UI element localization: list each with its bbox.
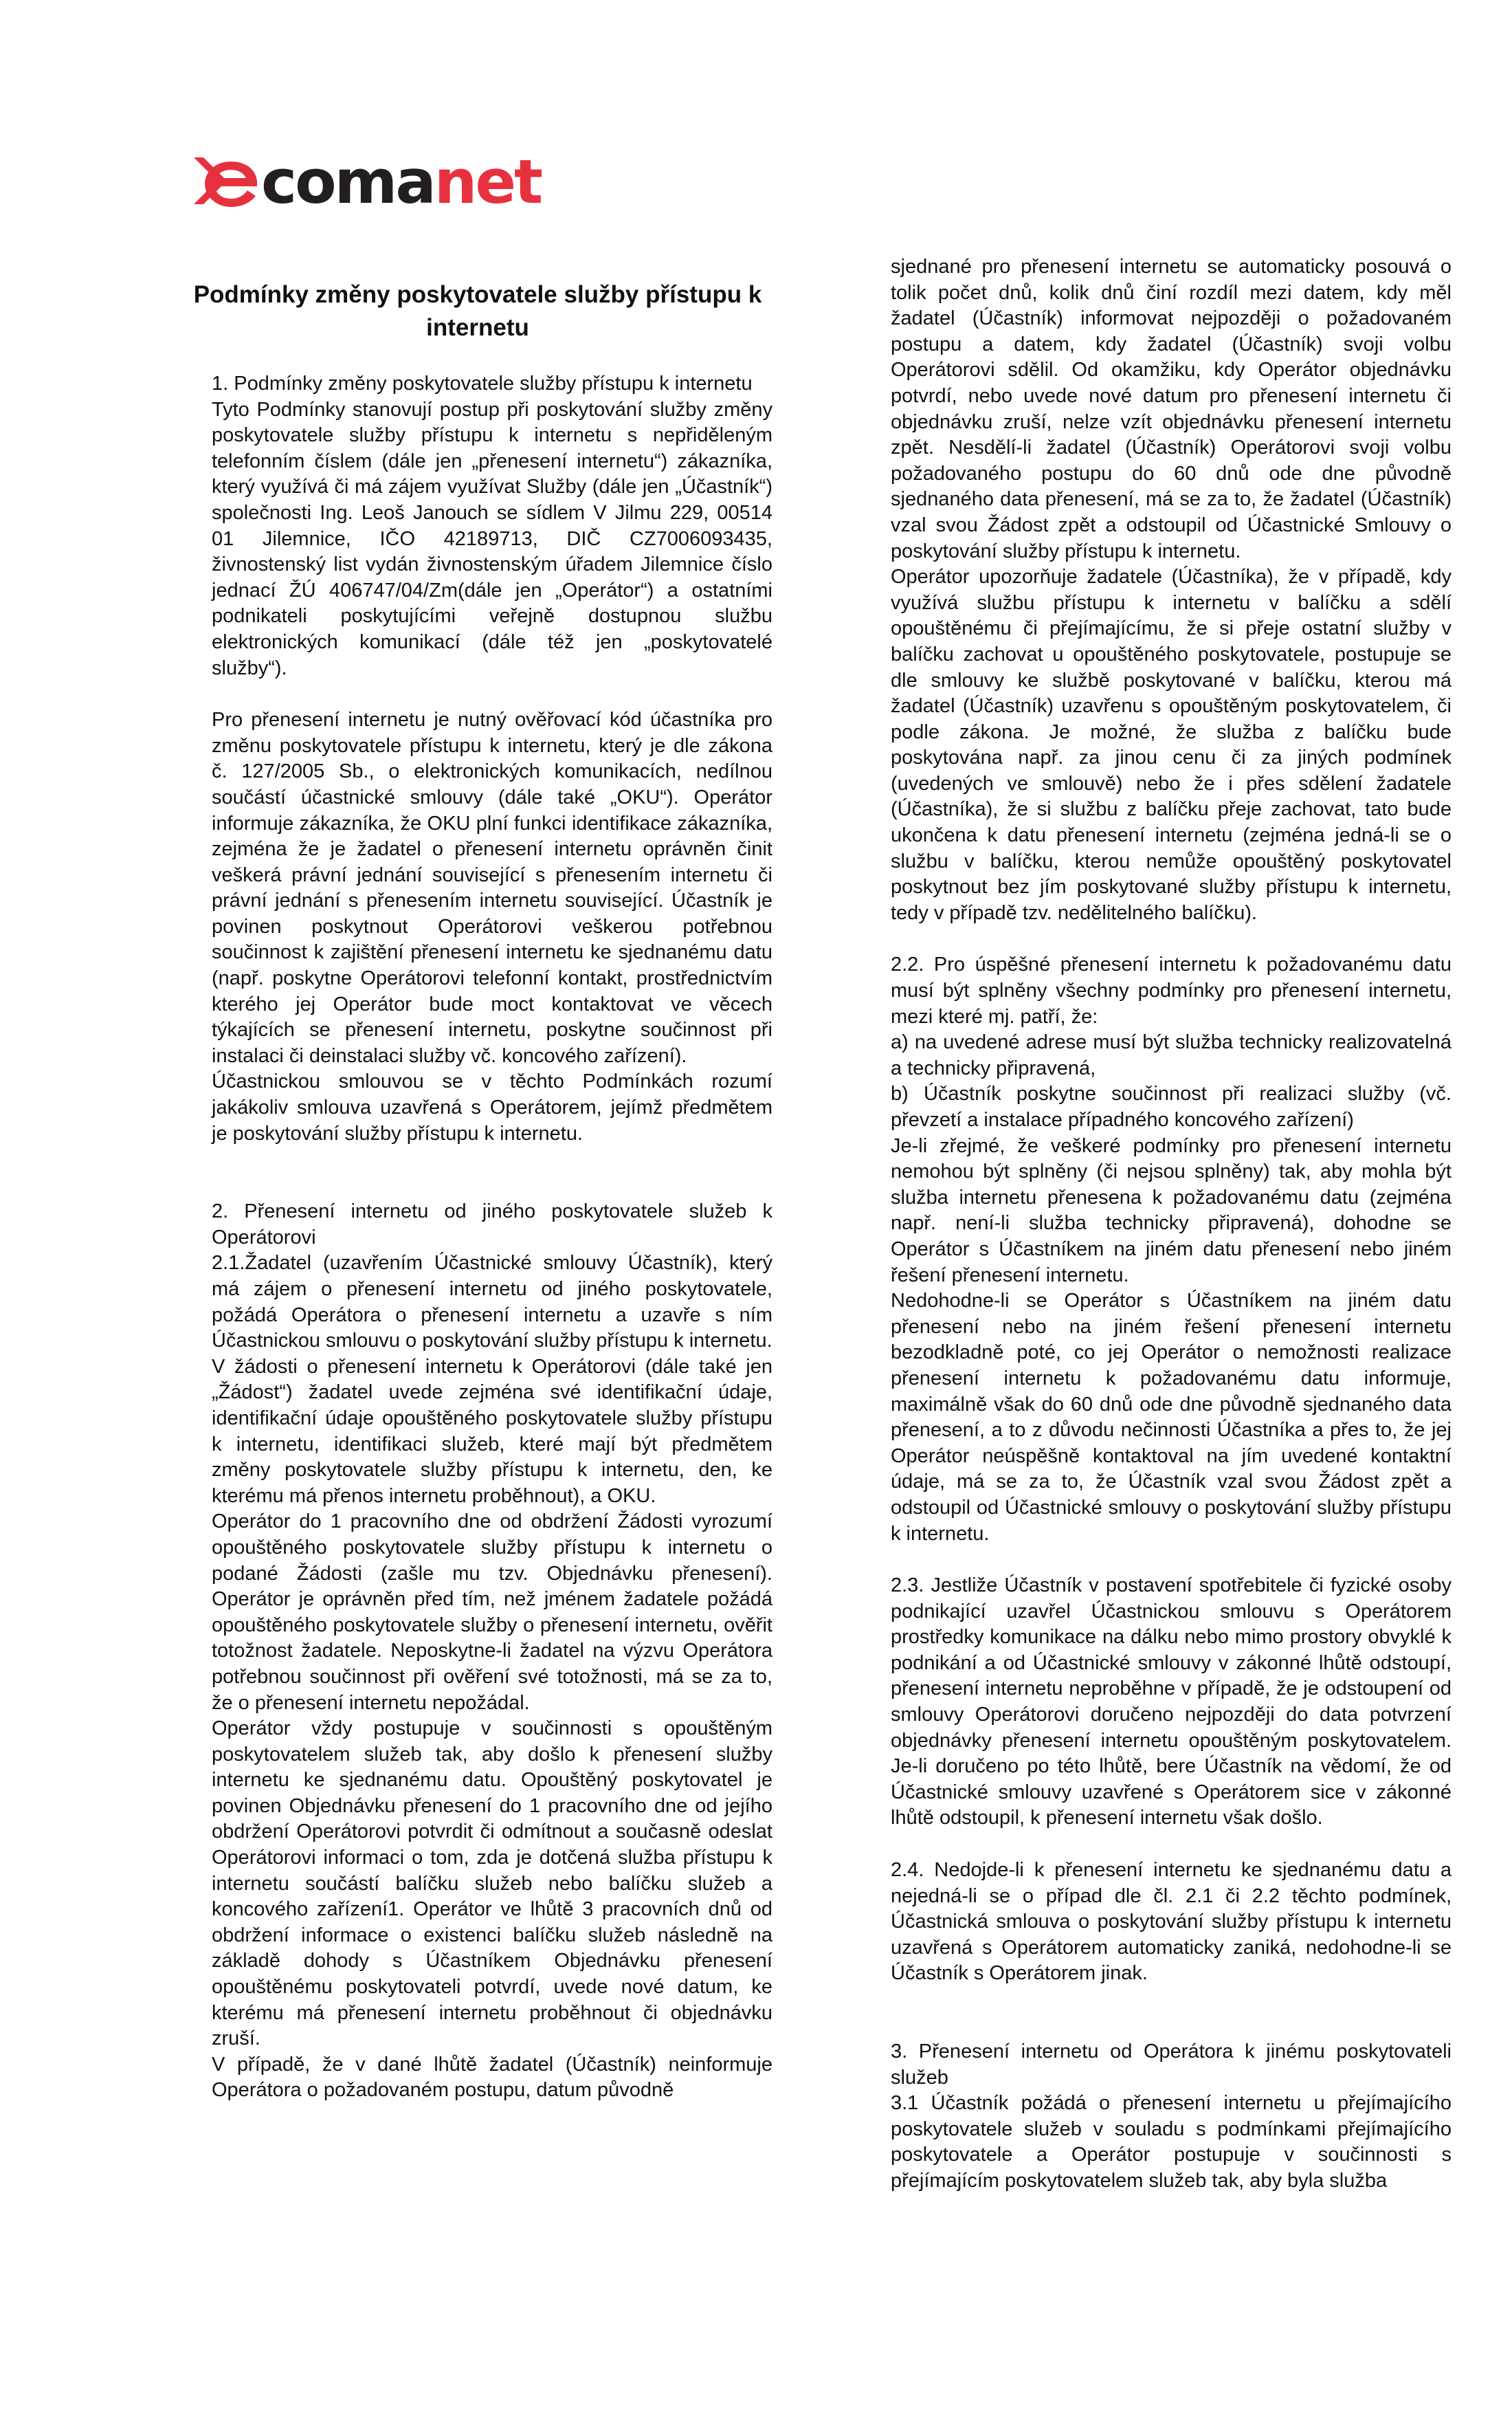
list-item: b) Účastník poskytne součinnost při realizaci služby (vč. převzetí a instalace případného koncového zařízení) [891, 1083, 1452, 1131]
left-column [212, 371, 772, 2104]
paragraph: 2.2. Pro úspěšné přenesení internetu k požadovanému datu musí být splněny všechny podmínky pro přenesení internetu, mezi které mj. patří, že: [891, 954, 1452, 1028]
paragraph: 2.3. Jestliže Účastník v postavení spotřebitele či fyzické osoby podnikající uzavřel Účastnickou smlouvu s Operátorem prostředky komunikace na dálku nebo mimo prostory obvyklé k podnikání a od Účastnické smlouvy v zákonné lhůtě odstoupí, přenesení internetu neproběhne v případě, že je odstoupení od smlouvy Operátorovi doručeno nejpozději do data potvrzení objednávky přenesení internetu opouštěným poskytovatelem. Je-li doručeno po této lhůtě, bere Účastník na vědomí, že od Účastnické smlouvy uzavřené s Operátorem sice v zákonné lhůtě odstoupil, k přenesení internetu však došlo. [891, 1574, 1452, 1829]
paragraph: Operátor upozorňuje žadatele (Účastníka), že v případě, kdy využívá službu přístupu k internetu v balíčku a sdělí opouštěnému či přejímajícímu, že si přeje ostatní služby v balíčku zachovat u opouštěného poskytovatele, postupuje se dle smlouvy ke službě poskytované v balíčku, kterou má žadatel (Účastník) uzavřenu s opouštěným poskytovatelem, či podle zákona. Je možné, že služba z balíčku bude poskytována např. za jinou cenu či za jiných podmínek (uvedených ve smlouvě) nebo že i přes sdělení žadatele (Účastníka), že si službu z balíčku přeje zachovat, tato bude ukončena k datu přenesení internetu (zejména jedná-li se o službu v balíčku, kterou nemůže opouštěný poskytovatel poskytnout bez jím poskytované služby přístupu k internetu, tedy v případě tzv. nedělitelného balíčku). [891, 566, 1452, 924]
paragraph: Je-li zřejmé, že veškeré podmínky pro přenesení internetu nemohou být splněny (či nejsou splněny) tak, aby mohla být služba internetu přenesena k požadovanému datu (zejména např. není-li služba technicky připravená), dohodne se Operátor s Účastníkem na jiném datu přenesení nebo jiném řešení přenesení internetu. [891, 1134, 1452, 1286]
logo-wordmark [261, 146, 542, 217]
document-title: Podmínky změny poskytovatele služby přístupu k internetu [193, 281, 762, 341]
paragraph: Operátor do 1 pracovního dne od obdržení Žádosti vyrozumí opouštěného poskytovatele služby přístupu k internetu o podané Žádosti (zašle mu tzv. Objednávku přenesení). Operátor je oprávněn před tím, než jménem žadatele požádá opouštěného poskytovatele služby o přenesení internetu, ověřit totožnost žadatele. Neposkytne-li žadatel na výzvu Operátora potřebnou součinnost při ověření své totožnosti, má se za to, že o přenesení internetu nepožádal. [212, 1510, 772, 1714]
section-2-heading: 2. Přenesení internetu od jiného poskytovatele služeb k Operátorovi [212, 1200, 772, 1248]
section-1-heading: 1. Podmínky změny poskytovatele služby přístupu k internetu [212, 373, 753, 395]
section-3-heading: 3. Přenesení internetu od Operátora k jinému poskytovateli služeb [891, 2040, 1452, 2089]
logo-word-coma: coma [261, 146, 434, 217]
list-item: a) na uvedené adrese musí být služba technicky realizovatelná a technicky připravená, [891, 1031, 1452, 1079]
paragraph: V žádosti o přenesení internetu k Operátorovi (dále také jen „Žádost“) žadatel uvede zejména své identifikační údaje, identifikační údaje opouštěného poskytovatele služby přístupu k internetu, identifikaci služeb, které mají být předmětem změny poskytovatele služby přístupu k internetu, den, ke kterému má přenos internetu proběhnout), a OKU. [212, 1355, 772, 1507]
paragraph: sjednané pro přenesení internetu se automaticky posouvá o tolik počet dnů, kolik dnů činí rozdíl mezi datem, kdy měl žadatel (Účastník) informovat nejpozději o požadovaném postupu a datem, kdy žadatel (Účastník) svoji volbu Operátorovi sdělil. Od okamžiku, kdy Operátor objednávku potvrdí, nebo uvede nové datum pro přenesení internetu či objednávku zruší, nelze vzít objednávku přenesení internetu zpět. Nesdělí-li žadatel (Účastník) Operátorovi svoji volbu požadovaného postupu do 60 dnů ode dne původně sjednaného data přenesení, má se za to, že žadatel (Účastník) vzal svou Žádost zpět a odstoupil od Účastnické Smlouvy o poskytování služby přístupu k internetu. [891, 256, 1452, 562]
comanet-e-logo-icon [190, 148, 265, 217]
paragraph: Účastnickou smlouvou se v těchto Podmínkách rozumí jakákoliv smlouva uzavřená s Operátorem, jejímž předmětem je poskytování služby přístupu k internetu. [212, 1070, 772, 1145]
paragraph: Pro přenesení internetu je nutný ověřovací kód účastníka pro změnu poskytovatele přístupu k internetu, který je dle zákona č. 127/2005 Sb., o elektronických komunikacích, nedílnou součástí účastnické smlouvy (dále také „OKU“). Operátor informuje zákazníka, že OKU plní funkci identifikace zákazníka, zejména že je žadatel o přenesení internetu oprávněn činit veškerá právní jednání související s přenesením internetu či právní jednání s přenesením internetu související. Účastník je povinen poskytnout Operátorovi veškerou potřebnou součinnost k zajištění přenesení internetu ke sjednanému datu (např. poskytne Operátorovi telefonní kontakt, prostřednictvím kterého jej Operátor bude moct kontaktovat ve věcech týkajících se přenesení internetu, poskytne součinnost při instalaci či deinstalaci služby vč. koncového zařízení). [212, 709, 772, 1067]
paragraph: 2.1.Žadatel (uzavřením Účastnické smlouvy Účastník), který má zájem o přenesení internetu od jiného poskytovatele, požádá Operátora o přenesení internetu a uzavře s ním Účastnickou smlouvu o poskytování služby přístupu k internetu. [212, 1252, 772, 1352]
paragraph: Operátor vždy postupuje v součinnosti s opouštěným poskytovatelem služeb tak, aby došlo k přenesení služby internetu ke sjednanému datu. Opouštěný poskytovatel je povinen Objednávku přenesení do 1 pracovního dne od jejího obdržení Operátorovi potvrdit či odmítnout a současně odeslat Operátorovi informaci o tom, zda je dotčená služba přístupu k internetu součástí balíčku služeb nebo balíčku služeb a koncového zařízení1. Operátor ve lhůtě 3 pracovních dnů od obdržení informace o existenci balíčku služeb následně na základě dohody s Účastníkem Objednávku přenesení opouštěnému poskytovateli potvrdí, uvede nové datum, ke kterému má přenesení internetu proběhnout či objednávku zruší. [212, 1717, 772, 2050]
comanet-logo [190, 144, 542, 220]
right-column [891, 254, 1452, 2194]
paragraph: V případě, že v dané lhůtě žadatel (Účastník) neinformuje Operátora o požadovaném postupu, datum původně [212, 2053, 772, 2102]
paragraph: Tyto Podmínky stanovují postup při poskytování služby změny poskytovatele služby přístupu k internetu s nepřiděleným telefonním číslem (dále jen „přenesení internetu“) zákazníka, který využívá či má zájem využívat Služby (dále jen „Účastník“) společnosti Ing. Leoš Janouch se sídlem V Jilmu 229, 00514 01 Jilemnice, IČO 42189713, DIČ CZ7006093435, živnostenský list vydán živnostenským úřadem Jilemnice číslo jednací ŽÚ 406747/04/Zm(dále jen „Operátor“) a ostatními podnikateli poskytujícími veřejně dostupnou službu elektronických komunikací (dále též jen „poskytovatelé služby“). [212, 398, 772, 679]
paragraph: 2.4. Nedojde-li k přenesení internetu ke sjednanému datu a nejedná-li se o případ dle čl. 2.1 či 2.2 těchto podmínek, Účastnická smlouva o poskytování služby přístupu k internetu uzavřená s Operátorem automaticky zaniká, nedohodne-li se Účastník s Operátorem jinak. [891, 1859, 1452, 1985]
logo-word-net: net [434, 146, 542, 217]
paragraph: 3.1 Účastník požádá o přenesení internetu u přejímajícího poskytovatele služeb v souladu s podmínkami přejímajícího poskytovatele a Operátor postupuje v součinnosti s přejímajícím poskytovatelem služeb tak, aby byla služba [891, 2092, 1452, 2192]
paragraph: Nedohodne-li se Operátor s Účastníkem na jiném datu přenesení nebo na jiném řešení přenesení internetu bezodkladně poté, co jej Operátor o nemožnosti realizace přenesení internetu k požadovanému datu informuje, maximálně však do 60 dnů ode dne původně sjednaného data přenesení, a to z důvodu nečinnosti Účastníka a přes to, že jej Operátor neúspěšně kontaktoval na jím uvedené kontaktní údaje, má se za to, že Účastník vzal svou Žádost zpět a odstoupil od Účastnické smlouvy o poskytování služby přístupu k internetu. [891, 1290, 1452, 1545]
